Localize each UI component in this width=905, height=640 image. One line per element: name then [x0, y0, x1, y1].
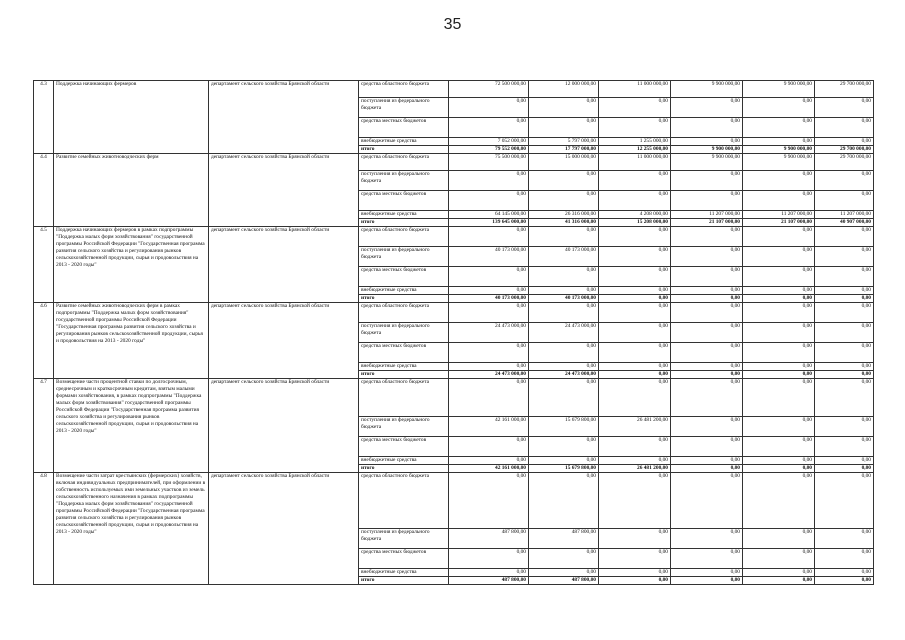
amount-cell: 11 000 000,00: [599, 81, 671, 98]
funding-source: средства местных бюджетов: [359, 549, 449, 569]
amount-cell: 0,00: [743, 379, 815, 417]
amount-cell: 0,00: [815, 549, 874, 569]
amount-cell: 42 161 000,00: [449, 465, 529, 473]
amount-cell: 1 255 000,00: [599, 138, 671, 146]
amount-cell: 0,00: [671, 457, 743, 465]
section-title: Возмещение части процентной ставки по долгосрочным, среднесрочным и краткосрочным кредитам, взятым малыми формами хозяйствования, в рамках подпрограммы "Поддержка малых форм хозяйствования" государственной программы Российской Федерации "Государственная программа развития сельского хозяйства и регулирования рынков сельскохозяйственной продукции, сырья и продовольствия на 2013 - 2020 годы": [54, 379, 209, 473]
amount-cell: 40 907 000,00: [815, 219, 874, 227]
funding-source: средства областного бюджета: [359, 154, 449, 171]
amount-cell: 0,00: [529, 118, 599, 138]
section-index: 4.5: [34, 227, 54, 303]
section-title: Развитие семейных животноводческих ферм: [54, 154, 209, 227]
section-index: 4.4: [34, 154, 54, 227]
amount-cell: 0,00: [529, 343, 599, 363]
amount-cell: 0,00: [671, 118, 743, 138]
amount-cell: 0,00: [449, 227, 529, 247]
amount-cell: 487 800,00: [529, 529, 599, 549]
funding-source: средства областного бюджета: [359, 303, 449, 323]
table-row: [34, 303, 874, 323]
amount-cell: 0,00: [815, 417, 874, 437]
amount-cell: 15 000 000,00: [529, 154, 599, 171]
amount-cell: 0,00: [671, 323, 743, 343]
amount-cell: 0,00: [671, 465, 743, 473]
amount-cell: 0,00: [743, 227, 815, 247]
amount-cell: 0,00: [743, 98, 815, 118]
funding-source: внебюджетные средства: [359, 457, 449, 465]
amount-cell: 0,00: [449, 549, 529, 569]
amount-cell: 26 481 200,00: [599, 417, 671, 437]
amount-cell: 0,00: [815, 529, 874, 549]
section-title: Поддержка начинающих фермеров: [54, 81, 209, 154]
amount-cell: 0,00: [671, 569, 743, 577]
amount-cell: 9 900 000,00: [671, 146, 743, 154]
amount-cell: 11 207 000,00: [743, 211, 815, 219]
amount-cell: 11 000 000,00: [599, 154, 671, 171]
funding-source: средства областного бюджета: [359, 379, 449, 417]
funding-source: средства областного бюджета: [359, 227, 449, 247]
table-row: [34, 154, 874, 171]
section-executor: департамент сельского хозяйства Брянской области: [209, 227, 359, 303]
amount-cell: 15 208 000,00: [599, 219, 671, 227]
amount-cell: 40 173 000,00: [529, 247, 599, 267]
funding-source: внебюджетные средства: [359, 211, 449, 219]
amount-cell: 0,00: [599, 98, 671, 118]
amount-cell: 12 255 000,00: [599, 146, 671, 154]
section-title: Возмещение части затрат крестьянских (фермерских) хозяйств, включая индивидуальных предпринимателей, при оформлении в собственность используемых ими земельных участков из земель сельскохозяйственного назначения в рамках подпрограммы "Поддержка малых форм хозяйствования" государственной программы Российской Федерации "Государственная программа развития сельского хозяйства и регулирования рынков сельскохозяйственной продукции, сырья и продовольствия на 2013 - 2020 годы": [54, 473, 209, 585]
amount-cell: 0,00: [529, 549, 599, 569]
section-executor: департамент сельского хозяйства Брянской области: [209, 473, 359, 585]
amount-cell: 0,00: [671, 437, 743, 457]
section-index: 4.8: [34, 473, 54, 585]
amount-cell: 0,00: [599, 287, 671, 295]
amount-cell: 29 700 000,00: [815, 154, 874, 171]
amount-cell: 17 797 000,00: [529, 146, 599, 154]
table-row: [34, 81, 874, 98]
amount-cell: 0,00: [743, 267, 815, 287]
funding-source: поступления из федерального бюджета: [359, 529, 449, 549]
amount-cell: 0,00: [671, 247, 743, 267]
amount-cell: 0,00: [529, 457, 599, 465]
amount-cell: 72 500 000,00: [449, 81, 529, 98]
amount-cell: 0,00: [815, 473, 874, 529]
amount-cell: 0,00: [599, 191, 671, 211]
amount-cell: 0,00: [815, 379, 874, 417]
amount-cell: 0,00: [449, 437, 529, 457]
amount-cell: 0,00: [815, 457, 874, 465]
amount-cell: 0,00: [599, 303, 671, 323]
funding-source: поступления из федерального бюджета: [359, 171, 449, 191]
funding-source: итого: [359, 577, 449, 585]
amount-cell: 0,00: [743, 171, 815, 191]
amount-cell: 9 900 000,00: [671, 81, 743, 98]
funding-source: средства местных бюджетов: [359, 118, 449, 138]
funding-source: внебюджетные средства: [359, 287, 449, 295]
amount-cell: 0,00: [815, 569, 874, 577]
amount-cell: 0,00: [743, 287, 815, 295]
amount-cell: 0,00: [599, 295, 671, 303]
section-executor: департамент сельского хозяйства Брянской области: [209, 81, 359, 154]
amount-cell: 0,00: [671, 287, 743, 295]
amount-cell: 0,00: [599, 171, 671, 191]
table-row: [34, 227, 874, 247]
amount-cell: 0,00: [743, 363, 815, 371]
amount-cell: 0,00: [599, 379, 671, 417]
funding-source: итого: [359, 371, 449, 379]
amount-cell: 9 900 000,00: [743, 154, 815, 171]
section-index: 4.3: [34, 81, 54, 154]
section-index: 4.6: [34, 303, 54, 379]
amount-cell: 0,00: [815, 437, 874, 457]
amount-cell: 0,00: [743, 569, 815, 577]
amount-cell: 0,00: [743, 457, 815, 465]
amount-cell: 0,00: [815, 465, 874, 473]
amount-cell: 0,00: [815, 363, 874, 371]
amount-cell: 0,00: [599, 363, 671, 371]
amount-cell: 0,00: [529, 363, 599, 371]
amount-cell: 0,00: [743, 371, 815, 379]
amount-cell: 24 473 000,00: [529, 323, 599, 343]
amount-cell: 40 173 000,00: [529, 295, 599, 303]
amount-cell: 0,00: [449, 379, 529, 417]
table-row: [34, 473, 874, 529]
amount-cell: 0,00: [449, 118, 529, 138]
amount-cell: 0,00: [449, 171, 529, 191]
funding-source: поступления из федерального бюджета: [359, 247, 449, 267]
amount-cell: 12 000 000,00: [529, 81, 599, 98]
amount-cell: 0,00: [599, 323, 671, 343]
section-executor: департамент сельского хозяйства Брянской области: [209, 303, 359, 379]
amount-cell: 24 473 000,00: [529, 371, 599, 379]
amount-cell: 0,00: [671, 473, 743, 529]
amount-cell: 0,00: [599, 473, 671, 529]
page-number: 35: [443, 16, 462, 33]
amount-cell: 0,00: [529, 171, 599, 191]
amount-cell: 0,00: [529, 303, 599, 323]
amount-cell: 0,00: [449, 267, 529, 287]
amount-cell: 0,00: [743, 247, 815, 267]
amount-cell: 0,00: [449, 569, 529, 577]
amount-cell: 0,00: [815, 171, 874, 191]
amount-cell: 0,00: [449, 303, 529, 323]
amount-cell: 29 700 000,00: [815, 146, 874, 154]
amount-cell: 0,00: [529, 569, 599, 577]
funding-source: средства местных бюджетов: [359, 267, 449, 287]
amount-cell: 0,00: [449, 473, 529, 529]
amount-cell: 0,00: [529, 437, 599, 457]
amount-cell: 487 800,00: [449, 529, 529, 549]
amount-cell: 75 500 000,00: [449, 154, 529, 171]
amount-cell: 0,00: [815, 295, 874, 303]
amount-cell: 40 173 000,00: [449, 247, 529, 267]
amount-cell: 0,00: [815, 577, 874, 585]
funding-source: итого: [359, 219, 449, 227]
amount-cell: 0,00: [599, 549, 671, 569]
amount-cell: 26 481 200,00: [599, 465, 671, 473]
amount-cell: 0,00: [743, 323, 815, 343]
amount-cell: 0,00: [599, 247, 671, 267]
amount-cell: 0,00: [449, 191, 529, 211]
section-executor: департамент сельского хозяйства Брянской области: [209, 379, 359, 473]
funding-source: средства местных бюджетов: [359, 437, 449, 457]
amount-cell: 0,00: [815, 247, 874, 267]
amount-cell: 0,00: [743, 417, 815, 437]
amount-cell: 0,00: [815, 227, 874, 247]
amount-cell: 487 800,00: [529, 577, 599, 585]
funding-source: средства местных бюджетов: [359, 191, 449, 211]
section-title: Развитие семейных животноводческих ферм в рамках подпрограммы "Поддержка малых форм хозяйствования" государственной программы Российской Федерации "Государственная программа развития сельского хозяйства и регулирования рынков сельскохозяйственной продукции, сырья и продовольствия на 2013 - 2020 годы": [54, 303, 209, 379]
amount-cell: 0,00: [815, 323, 874, 343]
amount-cell: 139 645 000,00: [449, 219, 529, 227]
section-index: 4.7: [34, 379, 54, 473]
amount-cell: 24 473 000,00: [449, 371, 529, 379]
amount-cell: 0,00: [743, 465, 815, 473]
amount-cell: 0,00: [449, 98, 529, 118]
amount-cell: 0,00: [815, 267, 874, 287]
funding-source: поступления из федерального бюджета: [359, 98, 449, 118]
amount-cell: 40 173 000,00: [449, 295, 529, 303]
amount-cell: 0,00: [815, 287, 874, 295]
amount-cell: 7 052 000,00: [449, 138, 529, 146]
amount-cell: 0,00: [599, 343, 671, 363]
amount-cell: 0,00: [671, 529, 743, 549]
amount-cell: 0,00: [815, 118, 874, 138]
funding-source: итого: [359, 146, 449, 154]
amount-cell: 0,00: [815, 303, 874, 323]
amount-cell: 0,00: [815, 371, 874, 379]
amount-cell: 0,00: [449, 363, 529, 371]
amount-cell: 0,00: [671, 303, 743, 323]
amount-cell: 0,00: [743, 473, 815, 529]
amount-cell: 0,00: [529, 379, 599, 417]
amount-cell: 0,00: [599, 569, 671, 577]
amount-cell: 0,00: [671, 171, 743, 191]
amount-cell: 0,00: [671, 577, 743, 585]
amount-cell: 487 800,00: [449, 577, 529, 585]
amount-cell: 0,00: [743, 118, 815, 138]
amount-cell: 0,00: [599, 457, 671, 465]
amount-cell: 4 208 000,00: [599, 211, 671, 219]
amount-cell: 0,00: [599, 118, 671, 138]
section-title: Поддержка начинающих фермеров в рамках подпрограммы "Поддержка малых форм хозяйствования" государственной программы Российской Федерации "Государственная программа развития сельского хозяйства и регулирования рынков сельскохозяйственной продукции, сырья и продовольствия на 2013 - 2020 годы": [54, 227, 209, 303]
amount-cell: 0,00: [449, 457, 529, 465]
amount-cell: 0,00: [671, 227, 743, 247]
amount-cell: 0,00: [671, 379, 743, 417]
amount-cell: 41 316 000,00: [529, 219, 599, 227]
amount-cell: 0,00: [449, 287, 529, 295]
amount-cell: 0,00: [529, 98, 599, 118]
amount-cell: 0,00: [743, 295, 815, 303]
funding-source: поступления из федерального бюджета: [359, 417, 449, 437]
amount-cell: 0,00: [671, 295, 743, 303]
amount-cell: 0,00: [599, 529, 671, 549]
amount-cell: 11 207 000,00: [671, 211, 743, 219]
amount-cell: 21 107 000,00: [671, 219, 743, 227]
amount-cell: 0,00: [671, 343, 743, 363]
amount-cell: 0,00: [529, 473, 599, 529]
funding-source: итого: [359, 295, 449, 303]
amount-cell: 0,00: [449, 343, 529, 363]
amount-cell: 0,00: [671, 371, 743, 379]
amount-cell: 0,00: [743, 343, 815, 363]
funding-source: внебюджетные средства: [359, 569, 449, 577]
section-executor: департамент сельского хозяйства Брянской области: [209, 154, 359, 227]
table-row: [34, 379, 874, 417]
budget-table-body: [34, 81, 874, 585]
amount-cell: 0,00: [671, 98, 743, 118]
funding-source: средства областного бюджета: [359, 81, 449, 98]
amount-cell: 0,00: [599, 577, 671, 585]
amount-cell: 0,00: [599, 267, 671, 287]
amount-cell: 0,00: [529, 191, 599, 211]
amount-cell: 9 900 000,00: [743, 81, 815, 98]
amount-cell: 15 679 800,00: [529, 465, 599, 473]
amount-cell: 0,00: [743, 191, 815, 211]
amount-cell: 0,00: [599, 437, 671, 457]
amount-cell: 0,00: [815, 138, 874, 146]
amount-cell: 21 107 000,00: [743, 219, 815, 227]
amount-cell: 0,00: [815, 98, 874, 118]
funding-source: средства местных бюджетов: [359, 343, 449, 363]
amount-cell: 0,00: [671, 363, 743, 371]
amount-cell: 0,00: [529, 287, 599, 295]
funding-source: внебюджетные средства: [359, 363, 449, 371]
amount-cell: 0,00: [743, 303, 815, 323]
amount-cell: 15 679 800,00: [529, 417, 599, 437]
amount-cell: 0,00: [743, 138, 815, 146]
amount-cell: 42 161 000,00: [449, 417, 529, 437]
amount-cell: 0,00: [743, 577, 815, 585]
amount-cell: 0,00: [671, 267, 743, 287]
amount-cell: 5 797 000,00: [529, 138, 599, 146]
funding-source: поступления из федерального бюджета: [359, 323, 449, 343]
amount-cell: 0,00: [671, 138, 743, 146]
amount-cell: 64 145 000,00: [449, 211, 529, 219]
budget-table: [33, 80, 874, 585]
amount-cell: 0,00: [671, 417, 743, 437]
amount-cell: 29 700 000,00: [815, 81, 874, 98]
amount-cell: 0,00: [529, 227, 599, 247]
amount-cell: 79 552 000,00: [449, 146, 529, 154]
amount-cell: 0,00: [599, 227, 671, 247]
amount-cell: 9 900 000,00: [671, 154, 743, 171]
amount-cell: 24 473 000,00: [449, 323, 529, 343]
amount-cell: 0,00: [529, 267, 599, 287]
funding-source: средства областного бюджета: [359, 473, 449, 529]
amount-cell: 0,00: [743, 437, 815, 457]
funding-source: итого: [359, 465, 449, 473]
amount-cell: 9 900 000,00: [743, 146, 815, 154]
amount-cell: 26 316 000,00: [529, 211, 599, 219]
amount-cell: 0,00: [671, 191, 743, 211]
amount-cell: 0,00: [743, 549, 815, 569]
amount-cell: 0,00: [815, 343, 874, 363]
amount-cell: 11 207 000,00: [815, 211, 874, 219]
amount-cell: 0,00: [815, 191, 874, 211]
amount-cell: 0,00: [671, 549, 743, 569]
amount-cell: 0,00: [743, 529, 815, 549]
funding-source: внебюджетные средства: [359, 138, 449, 146]
amount-cell: 0,00: [599, 371, 671, 379]
